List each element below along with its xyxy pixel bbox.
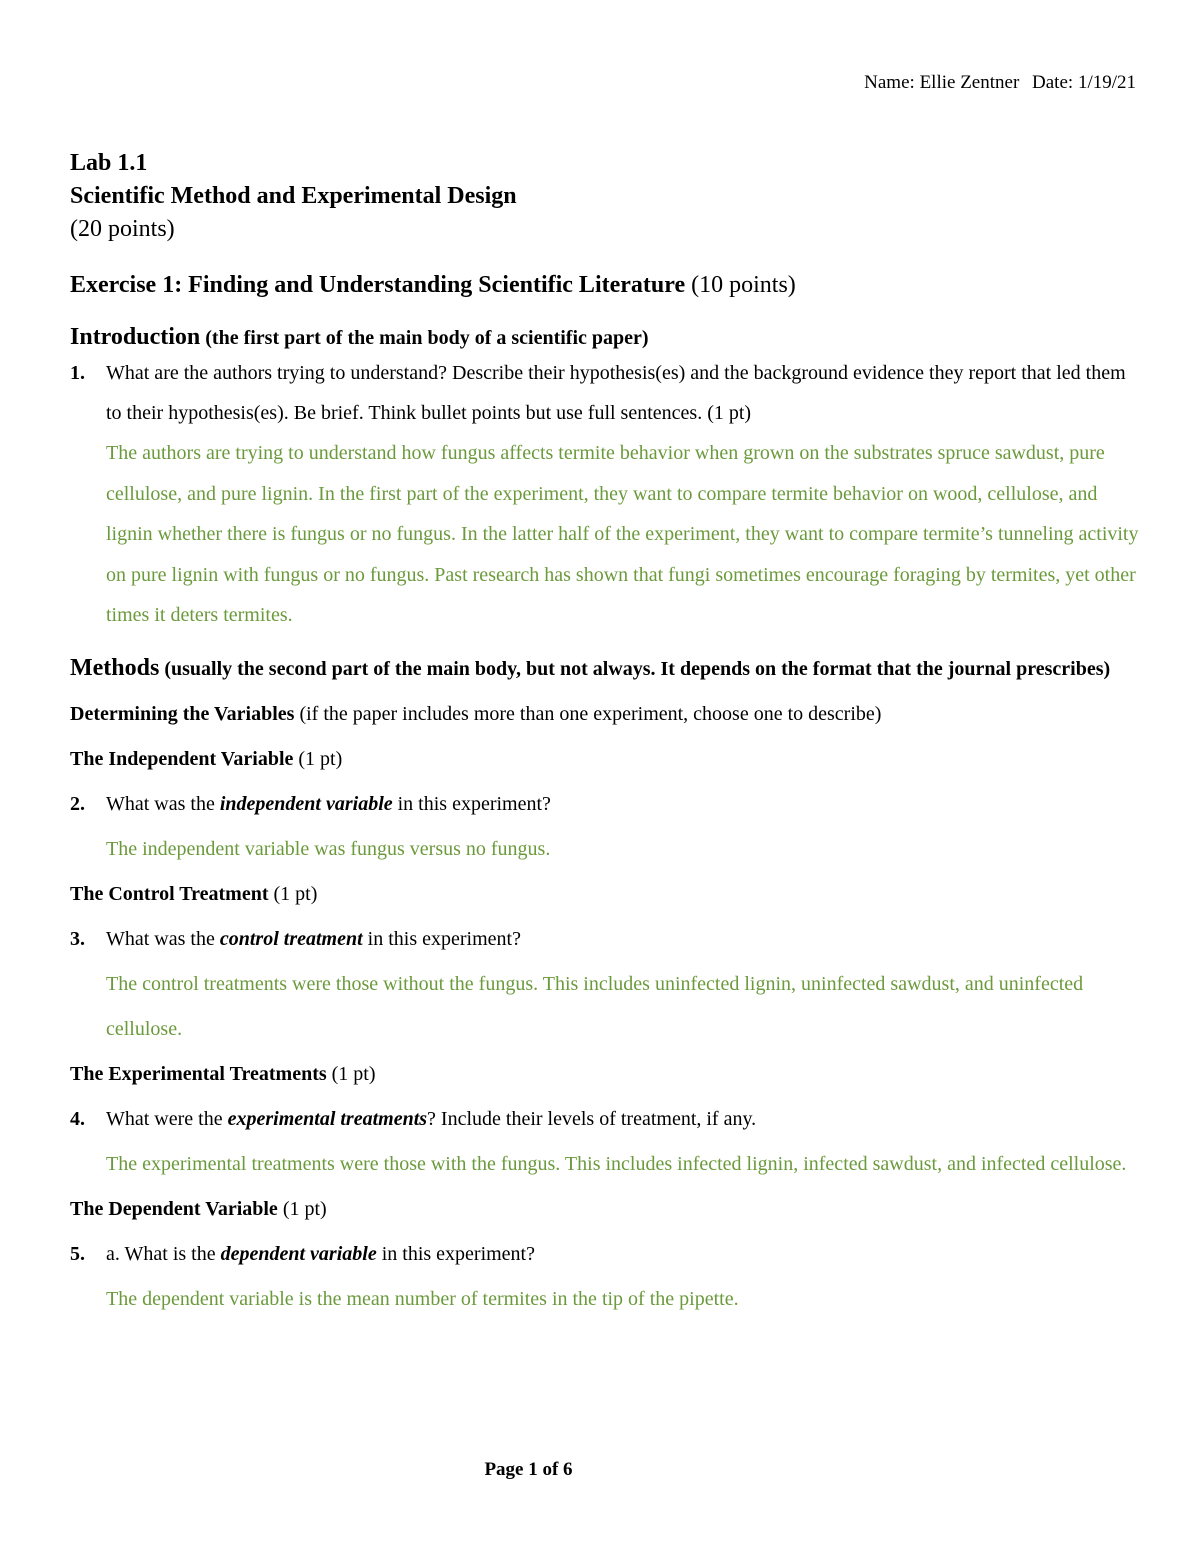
question-number: 4. — [70, 1107, 85, 1130]
variables-heading — [70, 692, 1140, 737]
question-text: What are the authors trying to understand? Describe their hypothesis(es) and the background evidence they report that led them to their hypothesis(es). Be brief. Think bullet points but use full sentences. (1 pt) — [106, 362, 1126, 424]
control-title: The Control Treatment — [70, 882, 269, 905]
question-term: experimental treatments — [227, 1107, 428, 1130]
independent-title: The Independent Variable — [70, 747, 294, 770]
control-treatment-heading — [70, 872, 1140, 917]
exercise-heading — [70, 269, 1140, 302]
methods-note: (usually the second part of the main body, but not always. It depends on the format that the journal prescribes) — [164, 657, 1111, 680]
name-label: Name: — [864, 72, 915, 93]
answer-1: The authors are trying to understand how fungus affects termite behavior when grown on the substrates spruce sawdust, pure cellulose, and pure lignin. In the first part of the experiment, they want to compare termite behavior on wood, cellulose, and lignin whether there is fungus or no fungus. In the latter half of the experiment, they want to compare termite’s tunneling activity on pure lignin with fungus or no fungus. Past research has shown that fungi sometimes encourage foraging by termites, yet other times it deters termites. — [106, 442, 1139, 626]
question-suffix: ? Include their levels of treatment, if any. — [427, 1107, 757, 1130]
introduction-note: (the first part of the main body of a scientific paper) — [205, 327, 649, 349]
question-suffix: in this experiment? — [381, 1242, 535, 1265]
introduction-heading — [70, 322, 1140, 353]
question-1 — [70, 353, 1140, 433]
methods-heading — [70, 646, 1140, 692]
question-4 — [70, 1097, 1140, 1142]
introduction-title: Introduction — [70, 324, 201, 350]
dependent-points: (1 pt) — [282, 1197, 327, 1220]
name-value: Ellie Zentner — [919, 72, 1020, 93]
lab-title: Scientific Method and Experimental Design — [70, 183, 517, 209]
question-suffix: in this experiment? — [367, 927, 521, 950]
experimental-title: The Experimental Treatments — [70, 1062, 327, 1085]
question-prefix: What were the — [106, 1107, 223, 1130]
dependent-variable-heading — [70, 1187, 1140, 1232]
date-value: 1/19/21 — [1077, 72, 1136, 93]
question-number: 1. — [70, 362, 85, 384]
question-term: dependent variable — [220, 1242, 377, 1265]
question-term: independent variable — [219, 792, 393, 815]
question-3 — [70, 917, 1140, 962]
variables-note: (if the paper includes more than one experiment, choose one to describe) — [299, 702, 882, 725]
question-prefix: What was the — [106, 792, 215, 815]
answer-2: The independent variable was fungus versus no fungus. — [106, 837, 551, 860]
exercise-title: Exercise 1: Finding and Understanding Scientific Literature — [70, 272, 686, 298]
variables-title: Determining the Variables — [70, 702, 295, 725]
lab-points: (20 points) — [70, 216, 175, 242]
answer-5: The dependent variable is the mean number of termites in the tip of the pipette. — [106, 1287, 739, 1310]
question-number: 5. — [70, 1242, 85, 1265]
question-number: 3. — [70, 927, 85, 950]
question-term: control treatment — [219, 927, 363, 950]
question-prefix: a. What is the — [106, 1242, 216, 1265]
document-body — [70, 147, 1140, 1322]
question-5 — [70, 1232, 1140, 1277]
experimental-treatments-heading — [70, 1052, 1140, 1097]
question-2 — [70, 782, 1140, 827]
answer-3: The control treatments were those without the fungus. This includes uninfected lignin, uninfected sawdust, and uninfected cellulose. — [106, 972, 1084, 1040]
independent-variable-heading — [70, 737, 1140, 782]
independent-points: (1 pt) — [298, 747, 343, 770]
question-suffix: in this experiment? — [397, 792, 551, 815]
question-number: 2. — [70, 792, 85, 815]
question-prefix: What was the — [106, 927, 215, 950]
name-date-header — [864, 72, 1136, 94]
methods-title: Methods — [70, 654, 160, 681]
dependent-title: The Dependent Variable — [70, 1197, 278, 1220]
exercise-points: (10 points) — [691, 272, 796, 298]
lab-number: Lab 1.1 — [70, 150, 148, 176]
answer-4: The experimental treatments were those with the fungus. This includes infected lignin, infected sawdust, and infected cellulose. — [106, 1152, 1127, 1175]
page-number: Page 1 of 6 — [484, 1459, 573, 1480]
date-label: Date: — [1032, 72, 1074, 93]
control-points: (1 pt) — [273, 882, 318, 905]
experimental-points: (1 pt) — [331, 1062, 376, 1085]
